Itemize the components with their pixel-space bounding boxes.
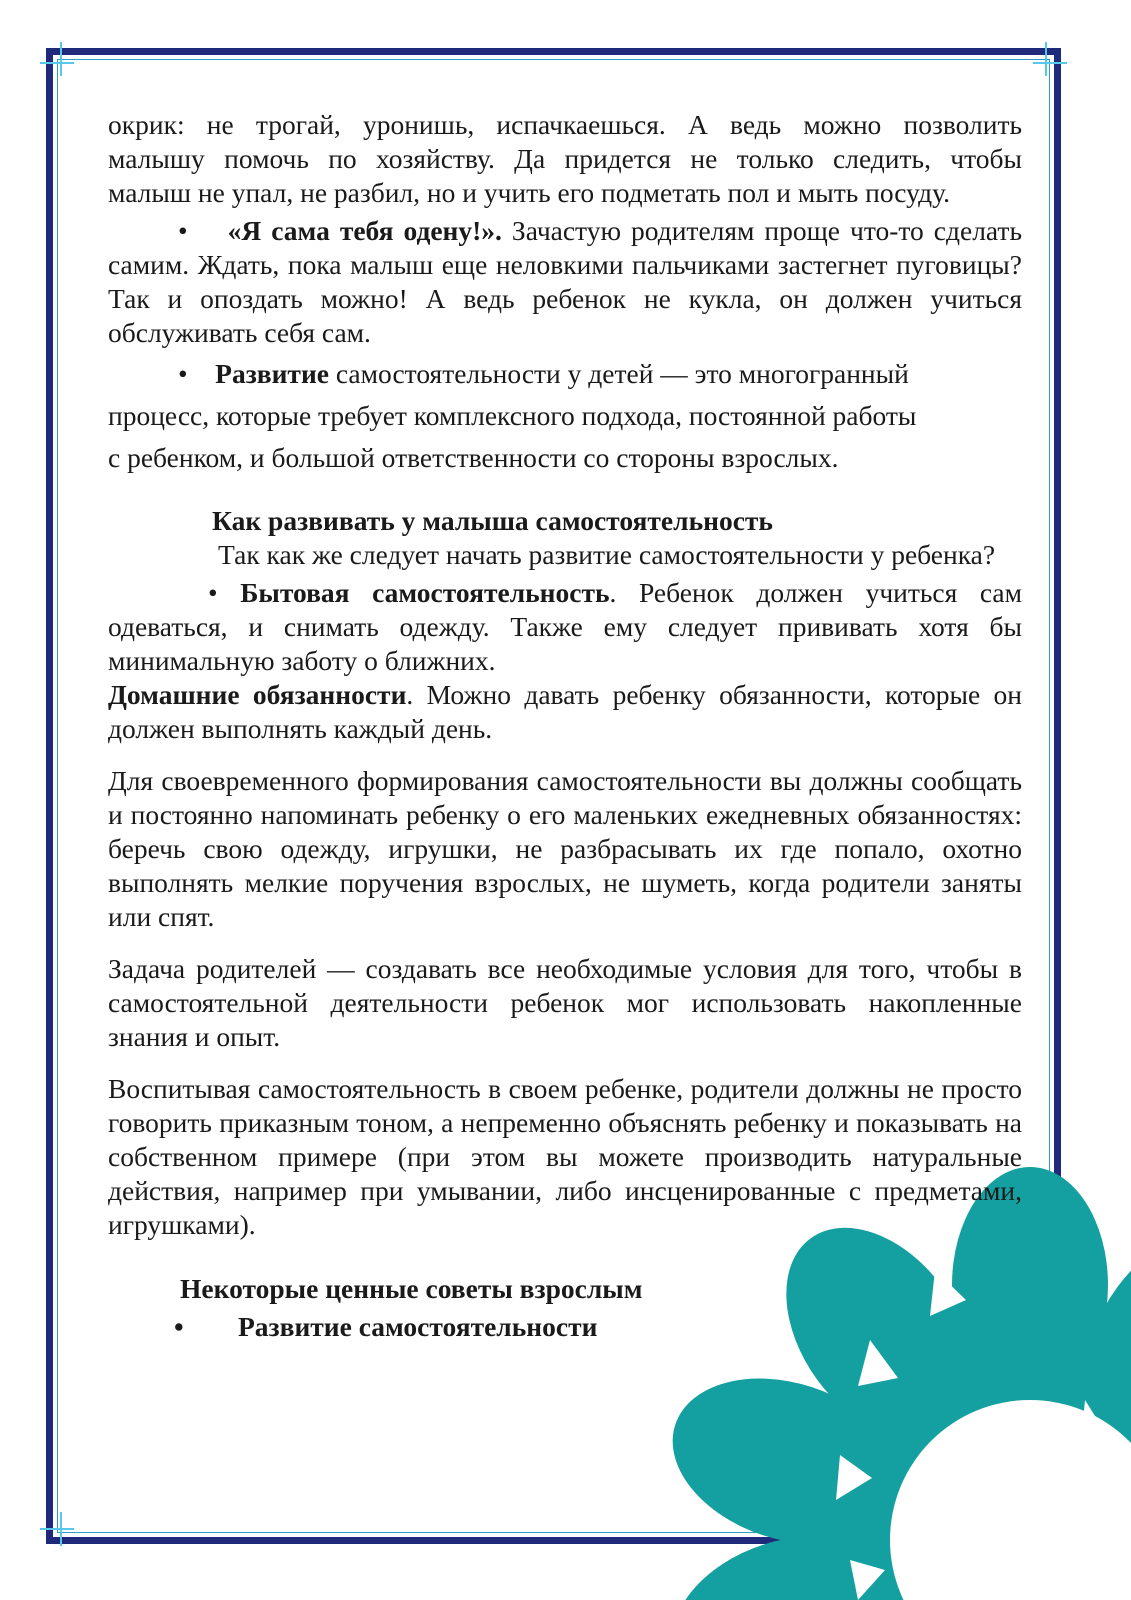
bullet-text: Развитие самостоятельности <box>238 1311 598 1342</box>
bullet-item <box>108 214 1022 350</box>
bullet-item <box>108 576 1022 678</box>
document-body <box>108 108 1022 1344</box>
paragraph-line: окрик: не трогай, уронишь, испачкаешься. А ведь можно позволить <box>108 109 1022 140</box>
paragraph: Воспитывая самостоятельность в своем ребенке, родители должны не просто говорить приказным тоном, а непременно объяснять ребенку и показывать на собственном примере (при этом вы можете производить натуральные действия, например при умывании, либо инсценированные с предметами, игрушками). <box>108 1073 1022 1240</box>
lead-paragraph: Так как же следует начать развитие самостоятельности у ребенка? <box>218 539 996 570</box>
bullet-marker: • <box>178 358 188 389</box>
section-heading: Некоторые ценные советы взрослым <box>180 1273 643 1304</box>
paragraph-bold: Домашние обязанности <box>108 679 407 710</box>
paragraph-line: с ребенком, и большой ответственности со стороны взрослых. <box>108 442 839 473</box>
paragraph <box>108 678 1022 746</box>
bullet-marker: • <box>208 577 218 608</box>
paragraph-text: . Можно давать ребенку обязанности, которые он должен выполнять каждый день. <box>108 679 1023 744</box>
bullet-marker: • <box>178 215 188 246</box>
paragraph-line: процесс, которые требует комплексного подхода, постоянной работы <box>108 400 917 431</box>
bullet-bold: Развитие <box>215 358 329 389</box>
bullet-text: самостоятельности у детей — это многогранный <box>329 358 909 389</box>
paragraph: Задача родителей — создавать все необходимые условия для того, чтобы в самостоятельной деятельности ребенок мог использовать накопленные знания и опыт. <box>108 953 1022 1052</box>
paragraph-line: малыш не упал, не разбил, но и учить его подметать пол и мыть посуду. <box>108 177 951 208</box>
bullet-bold: «Я сама тебя одену!». <box>227 215 502 246</box>
paragraph-line: малышу помочь по хозяйству. Да придется не только следить, чтобы <box>108 143 1022 174</box>
section-heading: Как развивать у малыша самостоятельность <box>212 505 773 536</box>
paragraph: Для своевременного формирования самостоятельности вы должны сообщать и постоянно напоминать ребенку о его маленьких ежедневных обязанностях: беречь свою одежду, игрушки, не разбрасывать их где попало, охотно выполнять мелкие поручения взрослых, не шуметь, когда родители заняты или спят. <box>108 765 1022 932</box>
bullet-bold: Бытовая самостоятельность <box>240 577 610 608</box>
bullet-marker: • <box>174 1311 184 1342</box>
bullet-text: . Ребенок должен учиться сам одеваться, и снимать одежду. Также ему следует прививать хотя бы минимальную заботу о ближних. <box>108 577 1023 676</box>
bullet-text: Зачастую родителям проще что-то сделать самим. Ждать, пока малыш еще неловкими пальчиками застегнет пуговицы? Так и опоздать можно! А ведь ребенок не кукла, он должен учиться обслуживать себя сам. <box>108 215 1022 348</box>
bullet-item <box>108 1310 1022 1344</box>
bullet-item <box>108 354 1022 394</box>
